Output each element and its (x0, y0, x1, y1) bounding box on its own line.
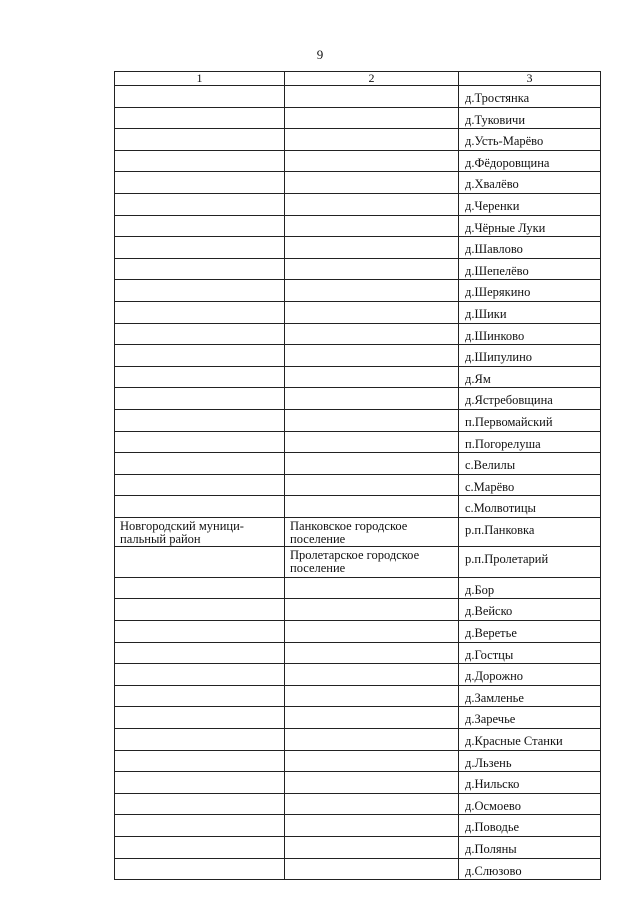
column-header-3: 3 (459, 72, 601, 86)
table-cell-c3: р.п.Пролетарий (459, 546, 601, 577)
table-cell-c1 (115, 172, 285, 194)
table-cell-c1 (115, 750, 285, 772)
table-cell-c3: д.Шерякино (459, 280, 601, 302)
table-row (115, 388, 601, 410)
table-cell-c3: д.Осмоево (459, 793, 601, 815)
table-cell-c3: д.Нильско (459, 772, 601, 794)
table-cell-c1 (115, 599, 285, 621)
table-cell-c2 (285, 729, 459, 751)
table-cell-c3: д.Веретье (459, 621, 601, 643)
table-cell-c2 (285, 215, 459, 237)
table-cell-c3: д.Черенки (459, 193, 601, 215)
table-body (115, 86, 601, 880)
table-cell-c3: д.Бор (459, 577, 601, 599)
table-row (115, 599, 601, 621)
table-cell-c2 (285, 86, 459, 108)
table-cell-c3: д.Фёдоровщина (459, 150, 601, 172)
table-cell-c2 (285, 664, 459, 686)
table-cell-c1 (115, 107, 285, 129)
table-cell-c2 (285, 409, 459, 431)
table-cell-c3: д.Туковичи (459, 107, 601, 129)
table-cell-c2 (285, 323, 459, 345)
table-cell-c2 (285, 388, 459, 410)
table-cell-c1 (115, 474, 285, 496)
table-header-row (115, 72, 601, 86)
table-cell-c2 (285, 107, 459, 129)
table-row (115, 107, 601, 129)
table-cell-c3: д.Ям (459, 366, 601, 388)
table-row (115, 280, 601, 302)
table-row (115, 193, 601, 215)
table-cell-c2 (285, 193, 459, 215)
table-cell-c1 (115, 729, 285, 751)
table-cell-c2 (285, 366, 459, 388)
table-row (115, 815, 601, 837)
table-row (115, 517, 601, 546)
table-cell-c3: д.Дорожно (459, 664, 601, 686)
table-cell-c1 (115, 193, 285, 215)
table-row (115, 546, 601, 577)
table-cell-c3: д.Льзень (459, 750, 601, 772)
table-cell-c3: д.Гостцы (459, 642, 601, 664)
table-cell-c1 (115, 815, 285, 837)
table-cell-c3: д.Шипулино (459, 345, 601, 367)
table-row (115, 323, 601, 345)
table-cell-c3: д.Слюзово (459, 858, 601, 880)
table-cell-c1 (115, 215, 285, 237)
table-row (115, 496, 601, 518)
table-cell-c1 (115, 453, 285, 475)
table-cell-c1 (115, 86, 285, 108)
table-cell-c3: д.Тростянка (459, 86, 601, 108)
table-row (115, 642, 601, 664)
table-cell-c1 (115, 280, 285, 302)
table-cell-c2 (285, 496, 459, 518)
table-cell-c3: д.Поляны (459, 837, 601, 859)
table-cell-c3: д.Вейско (459, 599, 601, 621)
table-cell-c3: с.Велилы (459, 453, 601, 475)
table-cell-c1 (115, 858, 285, 880)
table-cell-c2 (285, 577, 459, 599)
table-row (115, 409, 601, 431)
table-row (115, 474, 601, 496)
table-cell-c3: д.Чёрные Луки (459, 215, 601, 237)
table-cell-c3: д.Ястребовщина (459, 388, 601, 410)
table-cell-c1 (115, 345, 285, 367)
table-row (115, 129, 601, 151)
table-row (115, 685, 601, 707)
table-row (115, 772, 601, 794)
table-cell-c3: п.Первомайский (459, 409, 601, 431)
table-cell-c1 (115, 409, 285, 431)
table-cell-c2 (285, 237, 459, 259)
table-cell-c3: д.Заречье (459, 707, 601, 729)
table-row (115, 750, 601, 772)
table-cell-c2 (285, 599, 459, 621)
table-cell-c3: с.Марёво (459, 474, 601, 496)
table-cell-c2 (285, 750, 459, 772)
table-cell-c2 (285, 431, 459, 453)
column-header-2: 2 (285, 72, 459, 86)
table-cell-c3: д.Шинково (459, 323, 601, 345)
table-cell-c2 (285, 858, 459, 880)
table-cell-c1 (115, 685, 285, 707)
table-cell-c2 (285, 837, 459, 859)
table-cell-c2 (285, 453, 459, 475)
table-cell-c1 (115, 366, 285, 388)
table-cell-c2 (285, 150, 459, 172)
table-row (115, 345, 601, 367)
table-row (115, 837, 601, 859)
table-cell-c3: д.Шепелёво (459, 258, 601, 280)
table-cell-c1 (115, 642, 285, 664)
table-cell-c2 (285, 474, 459, 496)
table-cell-c2 (285, 793, 459, 815)
page-number: 9 (316, 47, 324, 62)
table-cell-c2: Панковское городское поселение (285, 517, 459, 546)
table-row (115, 301, 601, 323)
table-cell-c1 (115, 664, 285, 686)
table-row (115, 577, 601, 599)
table-cell-c3: д.Шавлово (459, 237, 601, 259)
table-cell-c1 (115, 150, 285, 172)
table-cell-c1 (115, 431, 285, 453)
table-cell-c1 (115, 129, 285, 151)
table-cell-c2 (285, 707, 459, 729)
table-row (115, 664, 601, 686)
table-cell-c3: р.п.Панковка (459, 517, 601, 546)
table-cell-c1 (115, 388, 285, 410)
table-cell-c1 (115, 301, 285, 323)
table-cell-c2 (285, 172, 459, 194)
table-row (115, 707, 601, 729)
table-cell-c2 (285, 301, 459, 323)
table-cell-c1 (115, 707, 285, 729)
table-row (115, 172, 601, 194)
table-cell-c3: д.Замленье (459, 685, 601, 707)
table-row (115, 858, 601, 880)
table-row (115, 366, 601, 388)
table-cell-c1 (115, 577, 285, 599)
table-cell-c1 (115, 837, 285, 859)
table-cell-c3: д.Шики (459, 301, 601, 323)
table-cell-c1 (115, 496, 285, 518)
table-cell-c2 (285, 345, 459, 367)
table-cell-c3: д.Усть-Марёво (459, 129, 601, 151)
column-header-1: 1 (115, 72, 285, 86)
table-row (115, 86, 601, 108)
table-row (115, 729, 601, 751)
table-cell-c2 (285, 772, 459, 794)
table-row (115, 150, 601, 172)
table-cell-c1 (115, 772, 285, 794)
table-cell-c2 (285, 280, 459, 302)
table-cell-c2 (285, 258, 459, 280)
table-row (115, 621, 601, 643)
table-cell-c3: п.Погорелуша (459, 431, 601, 453)
table-row (115, 431, 601, 453)
table-cell-c3: д.Красные Станки (459, 729, 601, 751)
table-cell-c2: Пролетарское городское поселение (285, 546, 459, 577)
table-cell-c1 (115, 237, 285, 259)
table-row (115, 793, 601, 815)
table-cell-c2 (285, 129, 459, 151)
table-cell-c2 (285, 621, 459, 643)
table-cell-c1 (115, 323, 285, 345)
table-cell-c3: д.Поводье (459, 815, 601, 837)
table-cell-c1 (115, 621, 285, 643)
table-cell-c1 (115, 793, 285, 815)
table-cell-c1: Новгородский муници- пальный район (115, 517, 285, 546)
table-row (115, 453, 601, 475)
table-row (115, 215, 601, 237)
table-cell-c1 (115, 258, 285, 280)
table-cell-c2 (285, 815, 459, 837)
table-cell-c3: с.Молвотицы (459, 496, 601, 518)
table-cell-c2 (285, 642, 459, 664)
table-row (115, 258, 601, 280)
table-cell-c1 (115, 546, 285, 577)
settlements-table (114, 71, 601, 880)
table-cell-c2 (285, 685, 459, 707)
table-cell-c3: д.Хвалёво (459, 172, 601, 194)
table-row (115, 237, 601, 259)
